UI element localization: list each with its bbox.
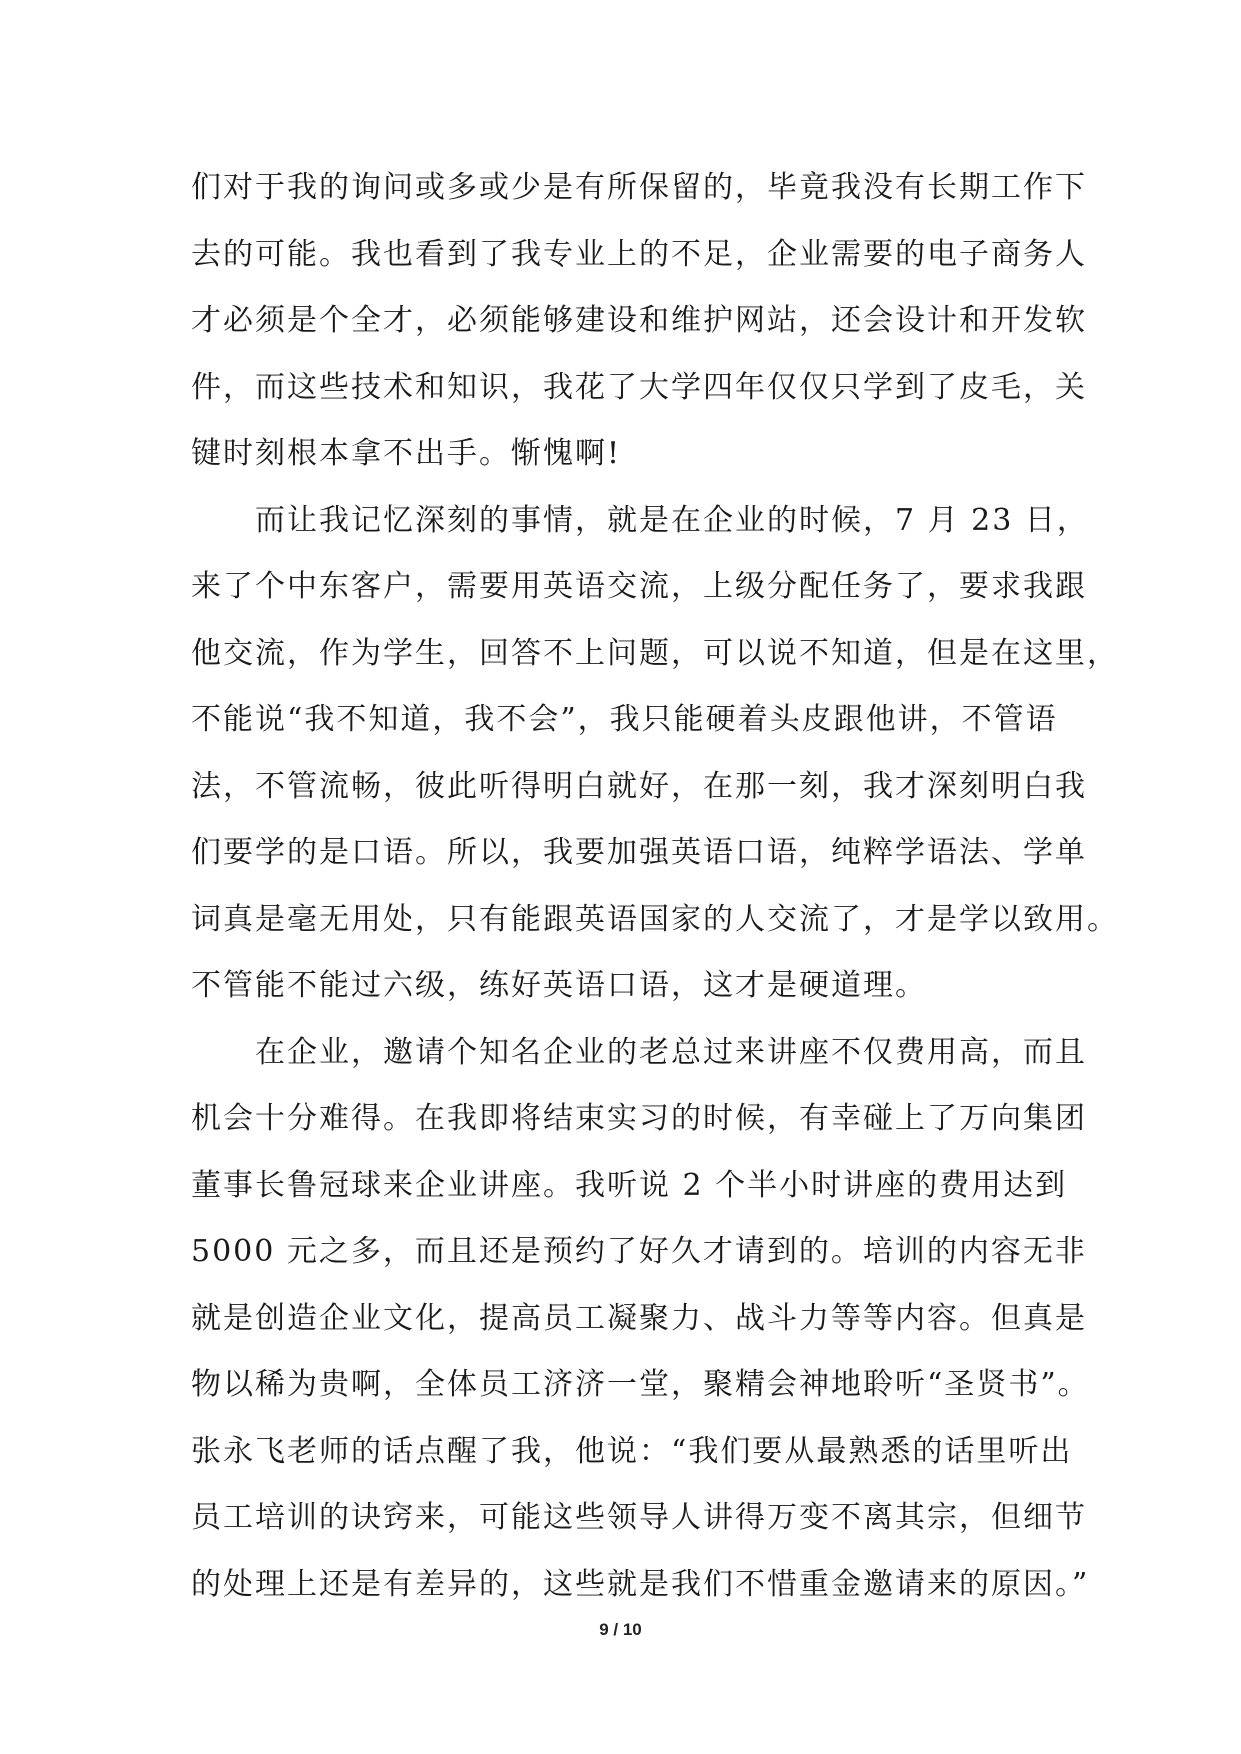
body-text <box>191 155 1119 1618</box>
text-line: 们要学的是口语。所以，我要加强英语口语，纯粹学语法、学单 <box>191 835 1087 870</box>
text-line: 机会十分难得。在我即将结束实习的时候，有幸碰上了万向集团 <box>191 1101 1087 1136</box>
text-line: 们对于我的询问或多或少是有所保留的，毕竟我没有长期工作下 <box>191 170 1087 205</box>
text-line: 物以稀为贵啊，全体员工济济一堂，聚精会神地聆听“圣贤书”。 <box>191 1367 1090 1402</box>
text-line: 董事长鲁冠球来企业讲座。我听说 2 个半小时讲座的费用达到 <box>191 1167 1068 1203</box>
text-line: 件，而这些技术和知识，我花了大学四年仅仅只学到了皮毛，关 <box>191 369 1087 405</box>
text-line: 词真是毫无用处，只有能跟英语国家的人交流了，才是学以致用。 <box>191 901 1119 937</box>
text-line: 才必须是个全才，必须能够建设和维护网站，还会设计和开发软 <box>191 303 1087 338</box>
text-line: 去的可能。我也看到了我专业上的不足，企业需要的电子商务人 <box>191 236 1087 272</box>
text-line: 5000 元之多，而且还是预约了好久才请到的。培训的内容无非 <box>191 1234 1087 1269</box>
text-line: 张永飞老师的话点醒了我，他说：“我们要从最熟悉的话里听出 <box>191 1433 1073 1469</box>
text-line: 键时刻根本拿不出手。惭愧啊! <box>191 436 622 471</box>
text-line: 不能说“我不知道，我不会”，我只能硬着头皮跟他讲，不管语 <box>191 702 1058 737</box>
text-line: 员工培训的诀窍来，可能这些领导人讲得万变不离其宗，但细节 <box>191 1500 1087 1535</box>
text-line: 的处理上还是有差异的，这些就是我们不惜重金邀请来的原因。” <box>191 1566 1090 1602</box>
text-line: 在企业，邀请个知名企业的老总过来讲座不仅费用高，而且 <box>191 1034 1087 1070</box>
text-line: 来了个中东客户，需要用英语交流，上级分配任务了，要求我跟 <box>191 569 1087 604</box>
text-line: 他交流，作为学生，回答不上问题，可以说不知道，但是在这里， <box>191 635 1119 671</box>
text-line: 不管能不能过六级，练好英语口语，这才是硬道理。 <box>191 968 927 1003</box>
text-line: 就是创造企业文化，提高员工凝聚力、战斗力等等内容。但真是 <box>191 1300 1087 1336</box>
page-number: 9 / 10 <box>599 1620 642 1639</box>
text-line: 而让我记忆深刻的事情，就是在企业的时候，7 月 23 日， <box>191 502 1089 538</box>
text-line: 法，不管流畅，彼此听得明白就好，在那一刻，我才深刻明白我 <box>191 768 1087 804</box>
